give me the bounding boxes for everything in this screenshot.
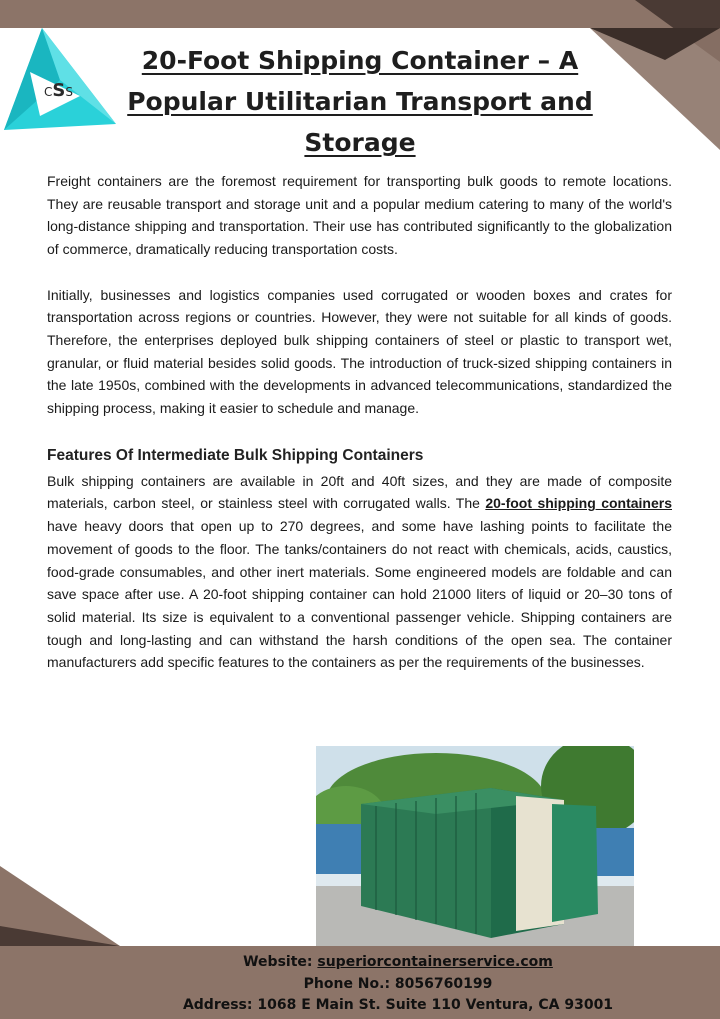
logo-lettering: CSS (44, 80, 73, 101)
footer-address: Address: 1068 E Main St. Suite 110 Ventura, CA 93001 (182, 997, 614, 1013)
features-paragraph: Bulk shipping containers are available in 20ft and 40ft sizes, and they are made of composite materials, carbon steel, or stainless steel with corrugated walls. The 20-foot shipping containers have heavy doors that open up to 270 degrees, and some have lashing points to facilitate the movement of goods to the floor. The tanks/containers do not react with chemicals, acids, caustics, food-grade consumables, and other inert materials. Some engineered models are foldable and can save space after use. A 20-foot shipping container can hold 21000 liters of liquid or 20–30 tons of solid material. Its size is equivalent to a conventional passenger vehicle. Shipping containers are tough and long-lasting and can withstand the harsh conditions of the open sea. The container manufacturers add specific features to the containers as per the requirements of the businesses. (47, 472, 672, 671)
footer-phone: Phone No.: 8056760199 (303, 975, 493, 992)
container-photo (316, 746, 634, 946)
footer-website: Website: superiorcontainerservice.com (243, 954, 553, 970)
intro-paragraph: Freight containers are the foremost requirement for transporting bulk goods to remote locations. They are reusable transport and storage unit and a popular medium catering to many of the world's long-distance shipping and transportation. Their use has contributed significantly to the globalization of commerce, dramatically reducing transportation costs. (47, 173, 672, 258)
footer-contact (120, 952, 676, 1017)
page-title: 20-Foot Shipping Container – A Popular Utilitarian Transport and Storage (127, 46, 593, 157)
article-body (47, 170, 672, 674)
company-logo (0, 24, 120, 134)
history-paragraph: Initially, businesses and logistics companies used corrugated or wooden boxes and crates for transportation across regions or countries. However, they were not suitable for all kinds of goods. Therefore, the enterprises deployed bulk shipping containers of steel or plastic to transport wet, granular, or fluid material besides solid goods. The introduction of truck-sized shipping containers in the late 1950s, combined with the developments in advanced telecommunications, standardized the shipping process, making it easier to schedule and manage. (47, 286, 672, 417)
website-link[interactable]: superiorcontainerservice.com (317, 954, 553, 970)
features-heading: Features Of Intermediate Bulk Shipping Containers (47, 446, 424, 464)
shipping-containers-link[interactable]: 20-foot shipping containers (485, 495, 672, 512)
